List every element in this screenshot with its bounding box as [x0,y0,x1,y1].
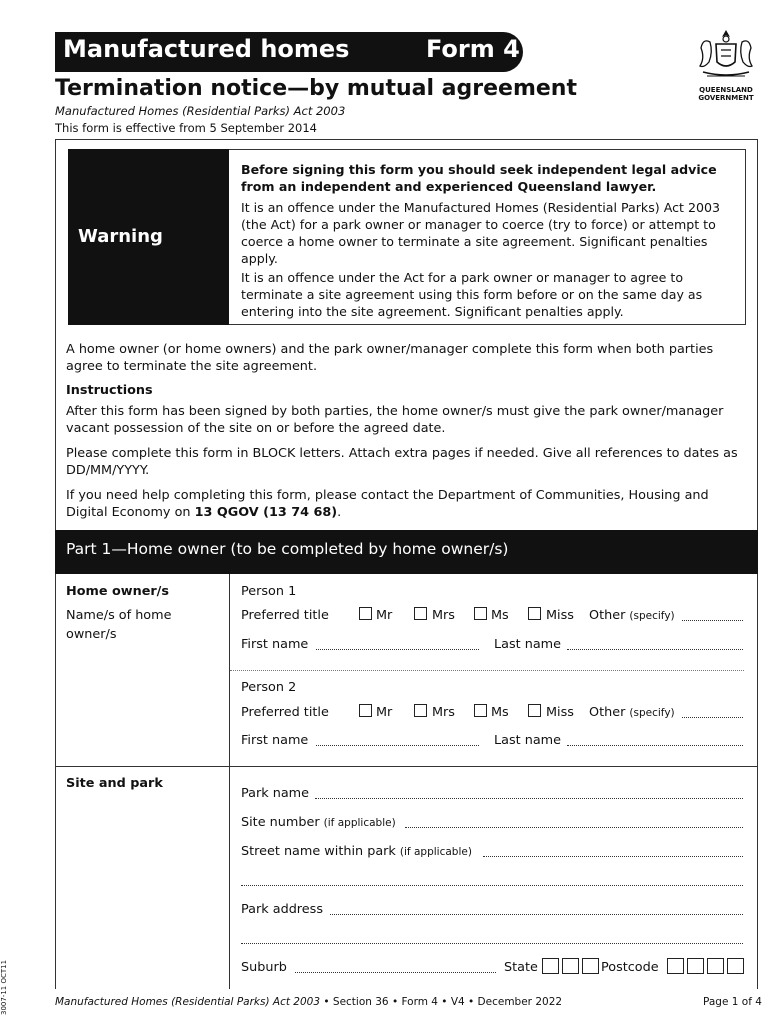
header-banner [55,32,523,72]
person1-mrs-checkbox[interactable] [414,607,427,620]
state-box-1[interactable] [542,958,559,974]
title-option-label: Miss [546,608,574,623]
last-name-label: Last name [494,733,562,748]
site-number-label: Site number (if applicable) [241,815,396,830]
title-option-label: Ms [491,705,509,720]
title-option-label: Mr [376,705,393,720]
title-option-label: Mr [376,608,393,623]
postcode-box-4[interactable] [727,958,744,974]
suburb-field[interactable] [295,961,496,973]
form-number: Form 4 [426,35,520,63]
person2-miss-checkbox[interactable] [528,704,541,717]
person1-miss-checkbox[interactable] [528,607,541,620]
column-divider [229,574,230,989]
title-option-label: Mrs [432,705,455,720]
site-park-heading: Site and park [66,776,163,791]
title-option-label: Ms [491,608,509,623]
person1-other-title-field[interactable] [682,609,743,621]
home-owner-subheading: Name/s of home owner/s [66,608,172,642]
park-address-field[interactable] [330,903,743,915]
help-phone-number: 13 QGOV (13 74 68) [194,505,338,520]
postcode-box-1[interactable] [667,958,684,974]
other-title-label: Other (specify) [589,705,675,720]
site-number-field[interactable] [405,816,743,828]
person1-ms-checkbox[interactable] [474,607,487,620]
last-name-label: Last name [494,637,562,652]
form-heading: Manufactured homes [63,35,350,63]
form-subtitle: Termination notice—by mutual agreement [55,76,577,101]
park-address-label: Park address [241,902,323,917]
park-name-field[interactable] [315,787,743,799]
postcode-box-3[interactable] [707,958,724,974]
footer-reference: Manufactured Homes (Residential Parks) Act 2003 • Section 36 • Form 4 • V4 • December 2022 [55,996,563,1008]
suburb-label: Suburb [241,960,287,975]
person2-ms-checkbox[interactable] [474,704,487,717]
instruction-help-contact: If you need help completing this form, please contact the Department of Communities, Housing and Digital Economy on 13 QGOV (13 74 68). [66,488,709,520]
preferred-title-label: Preferred title [241,608,329,623]
street-name-field-line2[interactable] [241,874,743,886]
state-box-3[interactable] [582,958,599,974]
side-form-code: 3007-11 OCT11 [0,959,8,1015]
park-address-field-line2[interactable] [241,932,743,944]
warning-same-day-offence: It is an offence under the Act for a park owner or manager to agree to terminate a site agreement using this form before or on the same day as entering into the site agreement. Significant penalties apply. [241,270,703,319]
warning-legal-advice: Before signing this form you should seek independent legal advice from an independent and experienced Queensland lawyer. [241,162,717,194]
preferred-title-label: Preferred title [241,705,329,720]
person2-mrs-checkbox[interactable] [414,704,427,717]
title-option-label: Miss [546,705,574,720]
park-name-label: Park name [241,786,310,801]
person1-mr-checkbox[interactable] [359,607,372,620]
part1-title: Part 1—Home owner (to be completed by home owner/s) [66,540,509,558]
queensland-crest-logo [695,28,757,82]
state-label: State [504,960,538,975]
warning-label: Warning [78,226,163,247]
state-box-2[interactable] [562,958,579,974]
page-number: Page 1 of 4 [703,996,762,1008]
person1-label: Person 1 [241,584,297,599]
title-option-label: Mrs [432,608,455,623]
street-name-label: Street name within park (if applicable) [241,844,472,859]
person2-last-name-field[interactable] [567,734,743,746]
street-name-field[interactable] [483,845,743,857]
home-owner-heading: Home owner/s [66,584,169,599]
person1-first-name-field[interactable] [316,638,479,650]
act-reference: Manufactured Homes (Residential Parks) Act 2003 [55,104,346,118]
person2-label: Person 2 [241,680,297,695]
instruction-vacant-possession: After this form has been signed by both parties, the home owner/s must give the park owner/manager vacant possession of the site on or before the agreed date. [66,404,724,436]
section-divider [55,766,758,767]
person2-first-name-field[interactable] [316,734,479,746]
person-divider [230,670,744,671]
postcode-box-2[interactable] [687,958,704,974]
person2-other-title-field[interactable] [682,706,743,718]
postcode-label: Postcode [601,960,659,975]
first-name-label: First name [241,733,309,748]
person2-mr-checkbox[interactable] [359,704,372,717]
other-title-label: Other (specify) [589,608,675,623]
government-name: QUEENSLAND GOVERNMENT [698,86,754,102]
instruction-block-letters: Please complete this form in BLOCK letters. Attach extra pages if needed. Give all references to dates as DD/MM/YYYY. [66,446,738,478]
person1-last-name-field[interactable] [567,638,743,650]
effective-date-note: This form is effective from 5 September 2014 [55,121,317,135]
warning-coercion-offence: It is an offence under the Manufactured Homes (Residential Parks) Act 2003 (the Act) for a park owner or manager to coerce (try to force) or attempt to coerce a home owner to terminate a site agreement. Significant penalties apply. [241,200,720,266]
first-name-label: First name [241,637,309,652]
instructions-heading: Instructions [66,383,153,398]
intro-text: A home owner (or home owners) and the park owner/manager complete this form when both parties agree to terminate the site agreement. [66,342,714,374]
